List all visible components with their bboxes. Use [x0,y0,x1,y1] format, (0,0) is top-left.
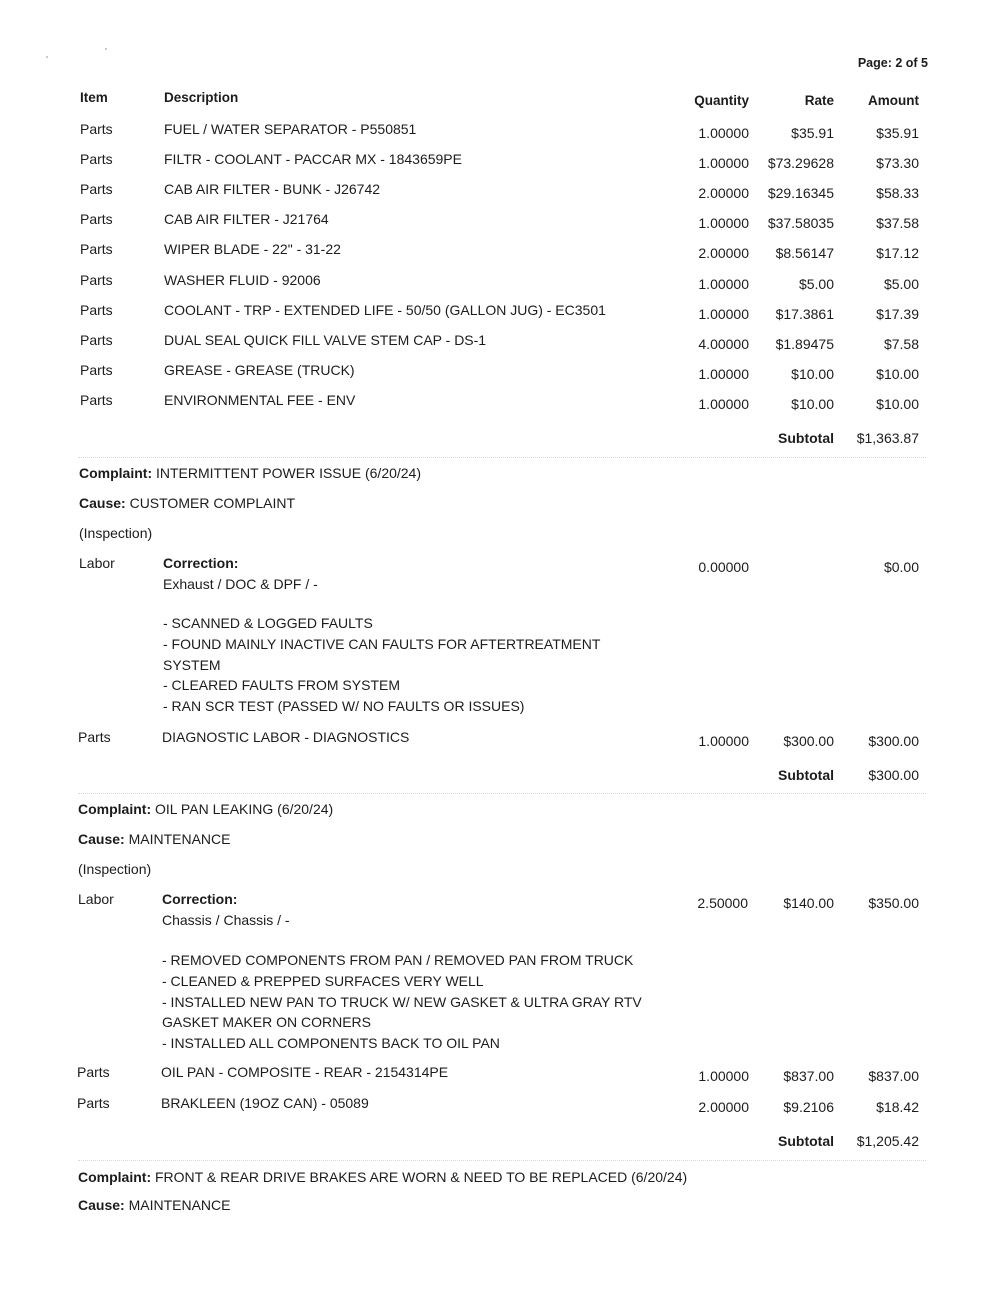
row-description: WIPER BLADE - 22" - 31-22 [164,241,341,258]
row-description: OIL PAN - COMPOSITE - REAR - 2154314PE [161,1064,449,1080]
row-rate: $9.2106 [783,1098,834,1115]
row-item: Parts [78,729,111,745]
labor-amount: $0.00 [883,559,919,575]
note-line: GASKET MAKER ON CORNERS [162,1014,372,1031]
note-line: SYSTEM [163,656,221,673]
row-quantity: 1.00000 [698,305,749,322]
subtotal-label: Subtotal [778,430,834,446]
note-line: - CLEANED & PREPPED SURFACES VERY WELL [162,972,484,989]
row-item: Parts [80,241,113,258]
row-description: CAB AIR FILTER - BUNK - J26742 [164,181,381,198]
correction-notes [162,950,642,1054]
divider [78,457,926,458]
row-amount: $300.00 [868,733,919,749]
divider [78,793,926,794]
cause-text: CUSTOMER COMPLAINT [129,495,296,511]
correction-label: Correction: [163,555,239,571]
complaint-text: INTERMITTENT POWER ISSUE (6/20/24) [156,465,422,481]
row-item: Parts [77,1094,110,1111]
row-description: DUAL SEAL QUICK FILL VALVE STEM CAP - DS-1 [164,331,487,348]
complaint-text: FRONT & REAR DRIVE BRAKES ARE WORN & NEED TO BE REPLACED (6/20/24) [155,1169,688,1185]
row-description: COOLANT - TRP - EXTENDED LIFE - 50/50 (GALLON JUG) - EC3501 [164,301,606,318]
row-rate: $1.89475 [775,335,834,352]
row-item: Parts [80,391,113,408]
complaint-line [79,465,421,481]
row-amount: $10.00 [876,365,919,382]
scan-speck [46,56,48,58]
cause-line [79,495,295,511]
row-amount: $35.91 [876,125,919,141]
labor-row [0,555,1000,577]
row-rate: $35.91 [791,125,834,141]
row-quantity: 1.00000 [698,365,749,382]
correction-label: Correction: [162,891,238,907]
row-item: Parts [80,121,113,137]
complaint-line [78,1169,687,1185]
table-row [0,729,1000,751]
row-item: Parts [80,211,113,228]
cause-text: MAINTENANCE [128,1197,231,1213]
divider [78,1160,926,1161]
table-row [0,181,1000,203]
subtotal-row [0,426,1000,448]
labor-item: Labor [79,555,115,571]
row-amount: $7.58 [883,335,919,352]
row-rate: $29.16345 [767,185,834,202]
labor-row [0,891,1000,913]
row-item: Parts [77,1064,110,1080]
row-item: Parts [80,301,113,318]
row-description: WASHER FLUID - 92006 [164,271,321,288]
row-quantity: 4.00000 [698,335,749,352]
row-quantity: 1.00000 [698,125,749,141]
table-row [0,272,1000,294]
complaint-label: Complaint: [78,1169,152,1185]
header-quantity: Quantity [694,93,749,108]
complaint-label: Complaint: [79,465,153,481]
row-amount: $5.00 [883,275,919,292]
row-description: FUEL / WATER SEPARATOR - P550851 [164,121,417,137]
subtotal-value: $300.00 [868,767,919,783]
cause-line [78,1197,230,1213]
note-line: - RAN SCR TEST (PASSED W/ NO FAULTS OR ISSUES) [163,698,525,715]
row-item: Parts [80,151,113,168]
row-rate: $73.29628 [767,155,834,172]
table-row [0,362,1000,384]
row-amount: $17.12 [876,245,919,262]
row-amount: $10.00 [876,395,919,412]
complaint-text: OIL PAN LEAKING (6/20/24) [155,801,334,817]
note-line: - SCANNED & LOGGED FAULTS [163,615,373,631]
row-description: ENVIRONMENTAL FEE - ENV [164,391,356,408]
header-item: Item [80,90,108,105]
row-description: BRAKLEEN (19OZ CAN) - 05089 [161,1094,369,1111]
header-description: Description [164,90,239,105]
cause-label: Cause: [79,495,126,511]
cause-label: Cause: [78,1197,125,1213]
table-row [0,392,1000,414]
row-rate: $10.00 [791,365,834,382]
subtotal-label: Subtotal [778,767,834,783]
correction-system: Exhaust / DOC & DPF / - [163,576,318,592]
correction-notes [163,613,600,717]
labor-rate: $140.00 [783,895,834,911]
cause-line [78,831,230,847]
header-rate: Rate [804,93,834,108]
row-rate: $300.00 [783,733,834,749]
table-row [0,151,1000,173]
inspection-label: (Inspection) [78,861,152,877]
table-row [0,211,1000,233]
subtotal-value: $1,363.87 [856,430,919,446]
page-number: Page: 2 of 5 [857,56,928,70]
row-quantity: 2.00000 [698,245,749,262]
table-row [0,1095,1000,1117]
row-rate: $10.00 [791,395,834,412]
table-header [80,88,920,112]
row-rate: $837.00 [783,1068,834,1084]
complaint-label: Complaint: [78,801,152,817]
row-quantity: 1.00000 [698,215,749,232]
note-line: - INSTALLED NEW PAN TO TRUCK W/ NEW GASKET & ULTRA GRAY RTV [162,993,642,1010]
row-quantity: 1.00000 [698,1068,749,1084]
row-amount: $73.30 [876,155,919,172]
labor-qty: 0.00000 [698,559,749,575]
table-row [0,332,1000,354]
note-line: - FOUND MAINLY INACTIVE CAN FAULTS FOR AFTERTREATMENT [163,635,601,652]
row-rate: $37.58035 [767,215,834,232]
row-quantity: 2.00000 [698,185,749,202]
header-amount: Amount [868,93,919,108]
row-description: FILTR - COOLANT - PACCAR MX - 1843659PE [164,151,462,168]
labor-qty: 2.50000 [697,895,748,911]
subtotal-label: Subtotal [778,1133,834,1149]
row-quantity: 1.00000 [698,733,749,749]
row-rate: $5.00 [798,275,834,292]
row-item: Parts [80,331,113,348]
row-amount: $837.00 [868,1068,919,1084]
table-row [0,241,1000,263]
row-item: Parts [80,181,113,198]
row-item: Parts [80,271,113,288]
scan-speck [105,48,107,50]
table-row [0,302,1000,324]
note-line: - REMOVED COMPONENTS FROM PAN / REMOVED PAN FROM TRUCK [162,952,634,968]
table-row [0,121,1000,143]
row-description: GREASE - GREASE (TRUCK) [164,361,355,378]
subtotal-value: $1,205.42 [856,1133,919,1149]
inspection-label: (Inspection) [79,525,153,541]
cause-label: Cause: [78,831,125,847]
correction-system: Chassis / Chassis / - [162,912,290,928]
table-row [0,1064,1000,1086]
row-quantity: 1.00000 [698,155,749,172]
row-rate: $8.56147 [775,245,834,262]
complaint-line [78,801,333,817]
note-line: - INSTALLED ALL COMPONENTS BACK TO OIL PAN [162,1035,500,1052]
row-amount: $37.58 [876,215,919,232]
row-quantity: 1.00000 [698,275,749,292]
row-quantity: 1.00000 [698,395,749,412]
row-quantity: 2.00000 [698,1098,749,1115]
note-line: - CLEARED FAULTS FROM SYSTEM [163,677,400,694]
subtotal-row [0,763,1000,785]
row-amount: $58.33 [876,185,919,202]
subtotal-row [0,1129,1000,1151]
row-item: Parts [80,361,113,378]
row-description: CAB AIR FILTER - J21764 [164,211,329,228]
labor-item: Labor [78,891,114,907]
row-amount: $18.42 [876,1098,919,1115]
row-amount: $17.39 [876,305,919,322]
row-description: DIAGNOSTIC LABOR - DIAGNOSTICS [162,729,410,745]
labor-amount: $350.00 [868,895,919,911]
cause-text: MAINTENANCE [128,831,231,847]
row-rate: $17.3861 [775,305,834,322]
